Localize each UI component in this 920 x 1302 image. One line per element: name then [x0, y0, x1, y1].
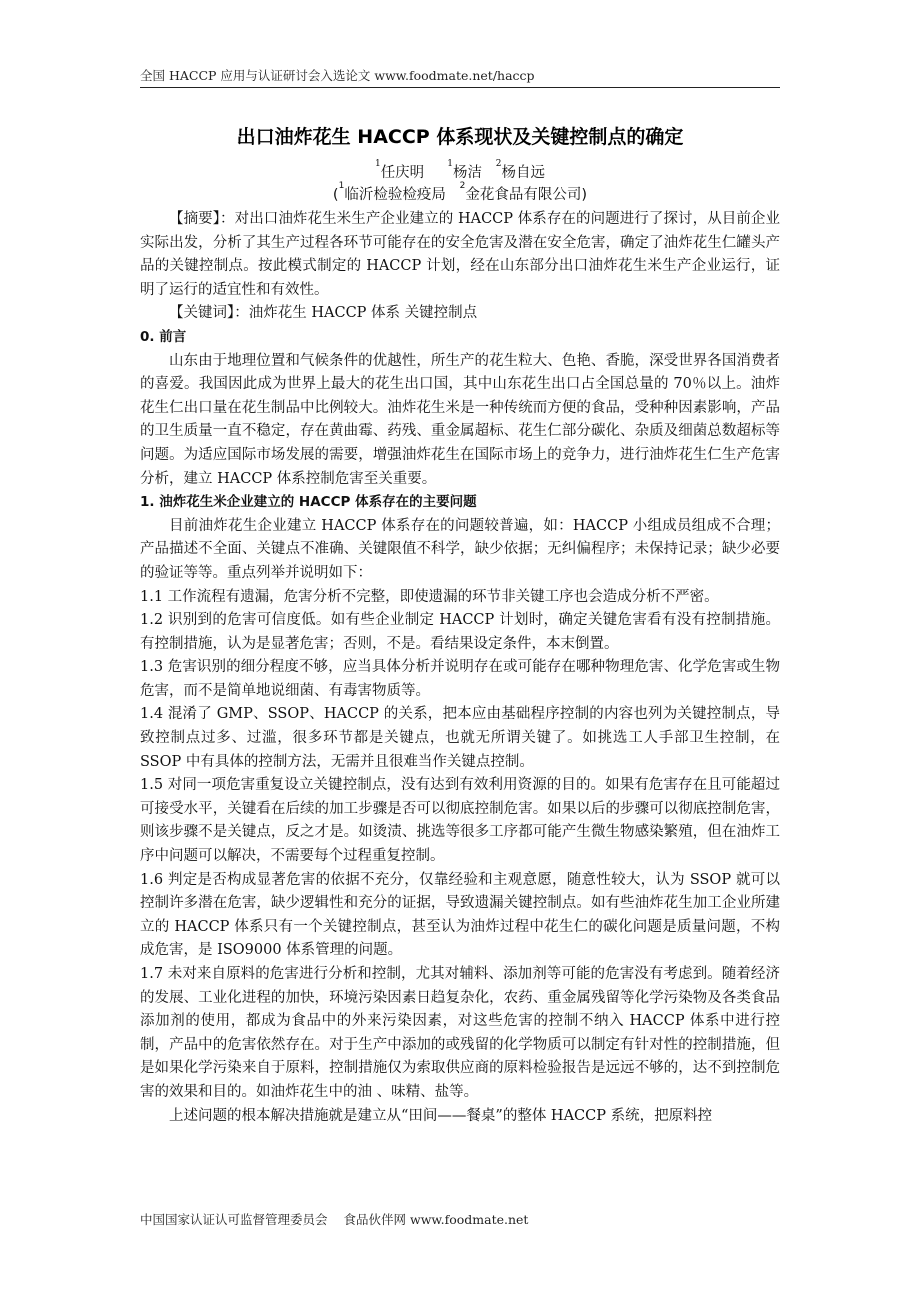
affil-mark: 2: [459, 181, 466, 191]
section-heading: 1. 油炸花生米企业建立的 HACCP 体系存在的主要问题: [140, 494, 477, 511]
keywords: 【关键词】：油炸花生 HACCP 体系 关键控制点: [169, 305, 478, 322]
page-header: 全国 HACCP 应用与认证研讨会入选论文 www.foodmate.net/haccp: [140, 66, 780, 88]
author: [495, 159, 546, 181]
affiliation-1: 临沂检验检疫局: [344, 187, 446, 203]
paragraph: 上述问题的根本解决措施就是建立从“田间——餐桌”的整体 HACCP 系统，把原料控: [169, 1107, 713, 1124]
author-affil-mark: 1: [374, 159, 381, 169]
footer-org: 中国国家认证认可监督管理委员会: [140, 1212, 328, 1227]
author: [374, 159, 425, 181]
paragraph: 目前油炸花生企业建立 HACCP 体系存在的问题较普遍，如：HACCP 小组成员组成不合理；产品描述不全面、关键点不准确、关键限值不科学，缺少依据；无纠偏程序；未保持记录；缺少必要的验证等等。重点列举并说明如下：: [140, 517, 780, 581]
paragraph: 山东由于地理位置和气候条件的优越性，所生产的花生粒大、色艳、香脆，深受世界各国消费者的喜爱。我国因此成为世界上最大的花生出口国，其中山东花生出口占全国总量的 70％以上。油炸花生仁出口量在花生制品中比例较大。油炸花生米是一种传统而方便的食品，受种种因素影响，产品的卫生质量一直不稳定，存在黄曲霉、药残、重金属超标、花生仁部分碳化、杂质及细菌总数超标等问题。为适应国际市场发展的需要，增强油炸花生在国际市场上的竞争力，进行油炸花生仁生产危害分析，建立 HACCP 体系控制危害至关重要。: [140, 352, 780, 487]
author-affil-mark: 1: [447, 159, 453, 169]
document-body: [140, 208, 780, 1128]
author-affil-mark: 2: [495, 159, 502, 169]
author: [447, 159, 482, 181]
affiliation-2: 金花食品有限公司: [465, 187, 582, 203]
list-item: 1.4 混淆了 GMP、SSOP、HACCP 的关系，把本应由基础程序控制的内容也列为关键控制点，导致控制点过多、过滥，很多环节都是关键点，也就无所谓关键了。如挑选工人手部卫生控制，在 SSOP 中有具体的控制方法，无需并且很难当作关键点控制。: [140, 706, 780, 770]
list-item: 1.5 对同一项危害重复设立关键控制点，没有达到有效利用资源的目的。如果有危害存在且可能超过可接受水平，关键看在后续的加工步骤是否可以彻底控制危害。如果以后的步骤可以彻底控制危害，则该步骤不是关键点，反之才是。如烫渍、挑选等很多工序都可能产生微生物感染繁殖，但在油炸工序中问题可以解决，不需要每个过程重复控制。: [140, 777, 780, 865]
affil-mark: 1: [338, 181, 345, 191]
list-item: 1.2 识别到的危害可信度低。如有些企业制定 HACCP 计划时，确定关键危害看有没有控制措施。有控制措施，认为是显著危害；否则，不是。看结果设定条件，本末倒置。: [140, 612, 780, 652]
section-heading: 0. 前言: [140, 328, 187, 345]
abstract: 【摘要】：对出口油炸花生米生产企业建立的 HACCP 体系存在的问题进行了探讨，从目前企业实际出发，分析了其生产过程各环节可能存在的安全危害及潜在安全危害，确定了油炸花生仁罐头产品的关键控制点。按此模式制定的 HACCP 计划，经在山东部分出口油炸花生米生产企业运行，证明了运行的适宜性和有效性。: [140, 211, 780, 298]
author-name: 杨洁: [452, 165, 482, 181]
author-name: 任庆明: [380, 165, 425, 181]
list-item: 1.6 判定是否构成显著危害的依据不充分，仅靠经验和主观意愿，随意性较大，认为 SSOP 就可以控制许多潜在危害，缺少逻辑性和充分的证据，导致遗漏关键控制点。如有些油炸花生加工企业所建立的 HACCP 体系只有一个关键控制点，甚至认为油炸过程中花生仁的碳化问题是质量问题，不构成危害，是 ISO9000 体系管理的问题。: [140, 871, 780, 959]
affil-close: ): [581, 187, 588, 203]
footer-site: 食品伙伴网 www.foodmate.net: [343, 1212, 529, 1227]
affiliations: [0, 183, 920, 204]
list-item: 1.7 未对来自原料的危害进行分析和控制，尤其对辅料、添加剂等可能的危害没有考虑到。随着经济的发展、工业化进程的加快，环境污染因素日趋复杂化，农药、重金属残留等化学污染物及各类食品添加剂的使用，都成为食品中的外来污染因素，对这些危害的控制不纳入 HACCP 体系中进行控制，产品中的危害依然存在。对于生产中添加的或残留的化学物质可以制定有针对性的控制措施，但是如果化学污染来自于原料，控制措施仅为索取供应商的原料检验报告是远远不够的，达不到控制危害的效果和目的。如油炸花生中的油 、味精、盐等。: [140, 966, 780, 1100]
author-list: [0, 161, 920, 182]
list-item: 1.3 危害识别的细分程度不够，应当具体分析并说明存在或可能存在哪种物理危害、化学危害或生物危害，而不是简单地说细菌、有毒害物质等。: [140, 659, 780, 699]
affil-open: (: [332, 187, 339, 203]
author-name: 杨自远: [501, 165, 546, 181]
page-footer: [140, 1210, 528, 1228]
list-item: 1.1 工作流程有遗漏，危害分析不完整，即使遗漏的环节非关键工序也会造成分析不严密。: [140, 588, 719, 605]
paper-title: 出口油炸花生 HACCP 体系现状及关键控制点的确定: [236, 126, 684, 148]
